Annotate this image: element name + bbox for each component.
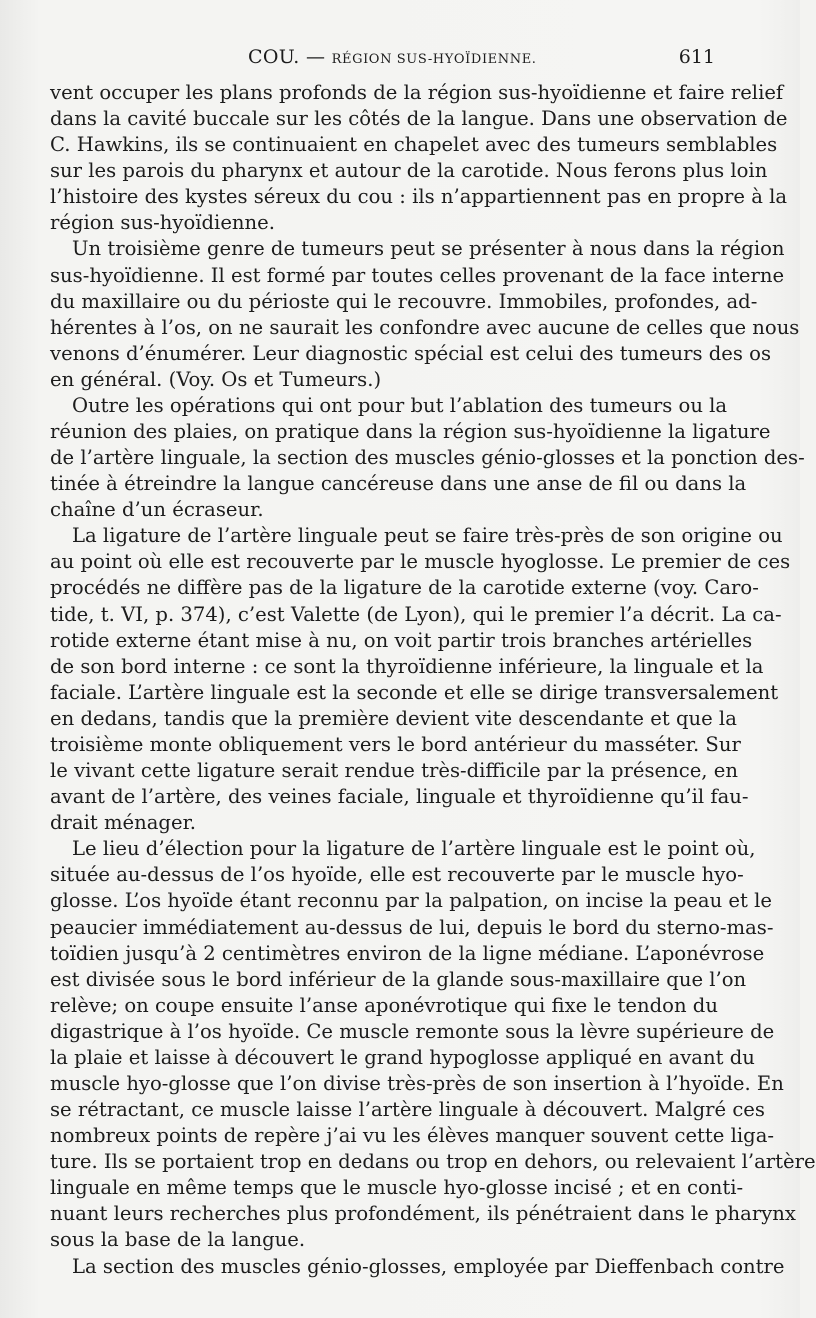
text-line: chaîne d’un écraseur. [50, 498, 264, 522]
text-line: dans la cavité buccale sur les côtés de la langue. Dans une observation de [50, 107, 788, 131]
text-line: La section des muscles génio-glosses, employée par Dieffenbach contre [72, 1254, 785, 1278]
text-line: toïdien jusqu’à 2 centimètres environ de la ligne médiane. L’aponévrose [50, 941, 765, 965]
text-line: C. Hawkins, ils se continuaient en chapelet avec des tumeurs semblables [50, 133, 778, 157]
text-line: troisième monte obliquement vers le bord antérieur du masséter. Sur [50, 732, 741, 756]
text-line: avant de l’artère, des veines faciale, linguale et thyroïdienne qu’il fau- [50, 785, 749, 809]
text-line: nombreux points de repère j’ai vu les élèves manquer souvent cette liga- [50, 1124, 774, 1148]
text-line: réunion des plaies, on pratique dans la région sus-hyoïdienne la ligature [50, 420, 771, 444]
text-line: Outre les opérations qui ont pour but l’ablation des tumeurs ou la [72, 393, 728, 417]
text-line: sus-hyoïdienne. Il est formé par toutes celles provenant de la face interne [50, 263, 785, 287]
text-line: de son bord interne : ce sont la thyroïdienne inférieure, la linguale et la [50, 654, 764, 678]
text-line: hérentes à l’os, on ne saurait les confondre avec aucune de celles que nous [50, 315, 800, 339]
text-line: se rétractant, ce muscle laisse l’artère linguale à découvert. Malgré ces [50, 1098, 765, 1122]
text-line: région sus-hyoïdienne. [50, 211, 275, 235]
page-number: 611 [678, 46, 715, 68]
text-line: de l’artère linguale, la section des muscles génio-glosses et la ponction des- [50, 446, 805, 470]
running-header [50, 46, 715, 76]
text-line: en général. (Voy. Os et Tumeurs.) [50, 367, 382, 391]
text-line: venons d’énumérer. Leur diagnostic spécial est celui des tumeurs des os [50, 341, 772, 365]
running-title-main: COU. — [248, 46, 332, 68]
text-line: muscle hyo-glosse que l’on divise très-près de son insertion à l’hyoïde. En [50, 1071, 784, 1095]
text-line: faciale. L’artère linguale est la seconde et elle se dirige transversalement [50, 680, 779, 704]
text-line: est divisée sous le bord inférieur de la glande sous-maxillaire que l’on [50, 967, 747, 991]
text-line: procédés ne diffère pas de la ligature de la carotide externe (voy. Caro- [50, 576, 759, 600]
text-line: la plaie et laisse à découvert le grand hypoglosse appliqué en avant du [50, 1045, 755, 1069]
running-title-section: RÉGION SUS-HYOÏDIENNE. [331, 52, 537, 67]
text-line: vent occuper les plans profonds de la région sus-hyoïdienne et faire relief [50, 81, 784, 104]
text-line: sous la base de la langue. [50, 1228, 306, 1252]
text-line: l’histoire des kystes séreux du cou : ils n’appartiennent pas en propre à la [50, 185, 788, 209]
text-line: Un troisième genre de tumeurs peut se présenter à nous dans la région [72, 237, 785, 261]
text-line: tinée à étreindre la langue cancéreuse dans une anse de fil ou dans la [50, 472, 747, 496]
text-line: nuant leurs recherches plus profondément, ils pénétraient dans le pharynx [50, 1202, 796, 1226]
text-line: relève; on coupe ensuite l’anse aponévrotique qui fixe le tendon du [50, 993, 718, 1017]
text-line: tide, t. VI, p. 374), c’est Valette (de Lyon), qui le premier l’a décrit. La ca- [50, 602, 782, 626]
text-line: glosse. L’os hyoïde étant reconnu par la palpation, on incise la peau et le [50, 889, 772, 913]
text-line: en dedans, tandis que la première devient vite descendante et que la [50, 706, 737, 730]
text-line: située au-dessus de l’os hyoïde, elle est recouverte par le muscle hyo- [50, 863, 744, 887]
running-title [248, 46, 537, 68]
body-text [50, 80, 816, 1280]
text-line: le vivant cette ligature serait rendue très-difficile par la présence, en [50, 759, 738, 783]
text-line: sur les parois du pharynx et autour de la carotide. Nous ferons plus loin [50, 159, 768, 183]
text-line: au point où elle est recouverte par le muscle hyoglosse. Le premier de ces [50, 550, 791, 574]
text-line: ture. Ils se portaient trop en dedans ou trop en dehors, ou relevaient l’artère [50, 1150, 816, 1174]
text-line: du maxillaire ou du périoste qui le recouvre. Immobiles, profondes, ad- [50, 289, 758, 313]
text-line: linguale en même temps que le muscle hyo-glosse incisé ; et en conti- [50, 1176, 744, 1200]
text-line: peaucier immédiatement au-dessus de lui, depuis le bord du sterno-mas- [50, 915, 774, 939]
text-line: drait ménager. [50, 811, 197, 835]
text-line: digastrique à l’os hyoïde. Ce muscle remonte sous la lèvre supérieure de [50, 1019, 775, 1043]
text-line: Le lieu d’élection pour la ligature de l’artère linguale est le point où, [72, 837, 756, 861]
text-line: La ligature de l’artère linguale peut se faire très-près de son origine ou [72, 524, 783, 548]
text-line: rotide externe étant mise à nu, on voit partir trois branches artérielles [50, 628, 753, 652]
